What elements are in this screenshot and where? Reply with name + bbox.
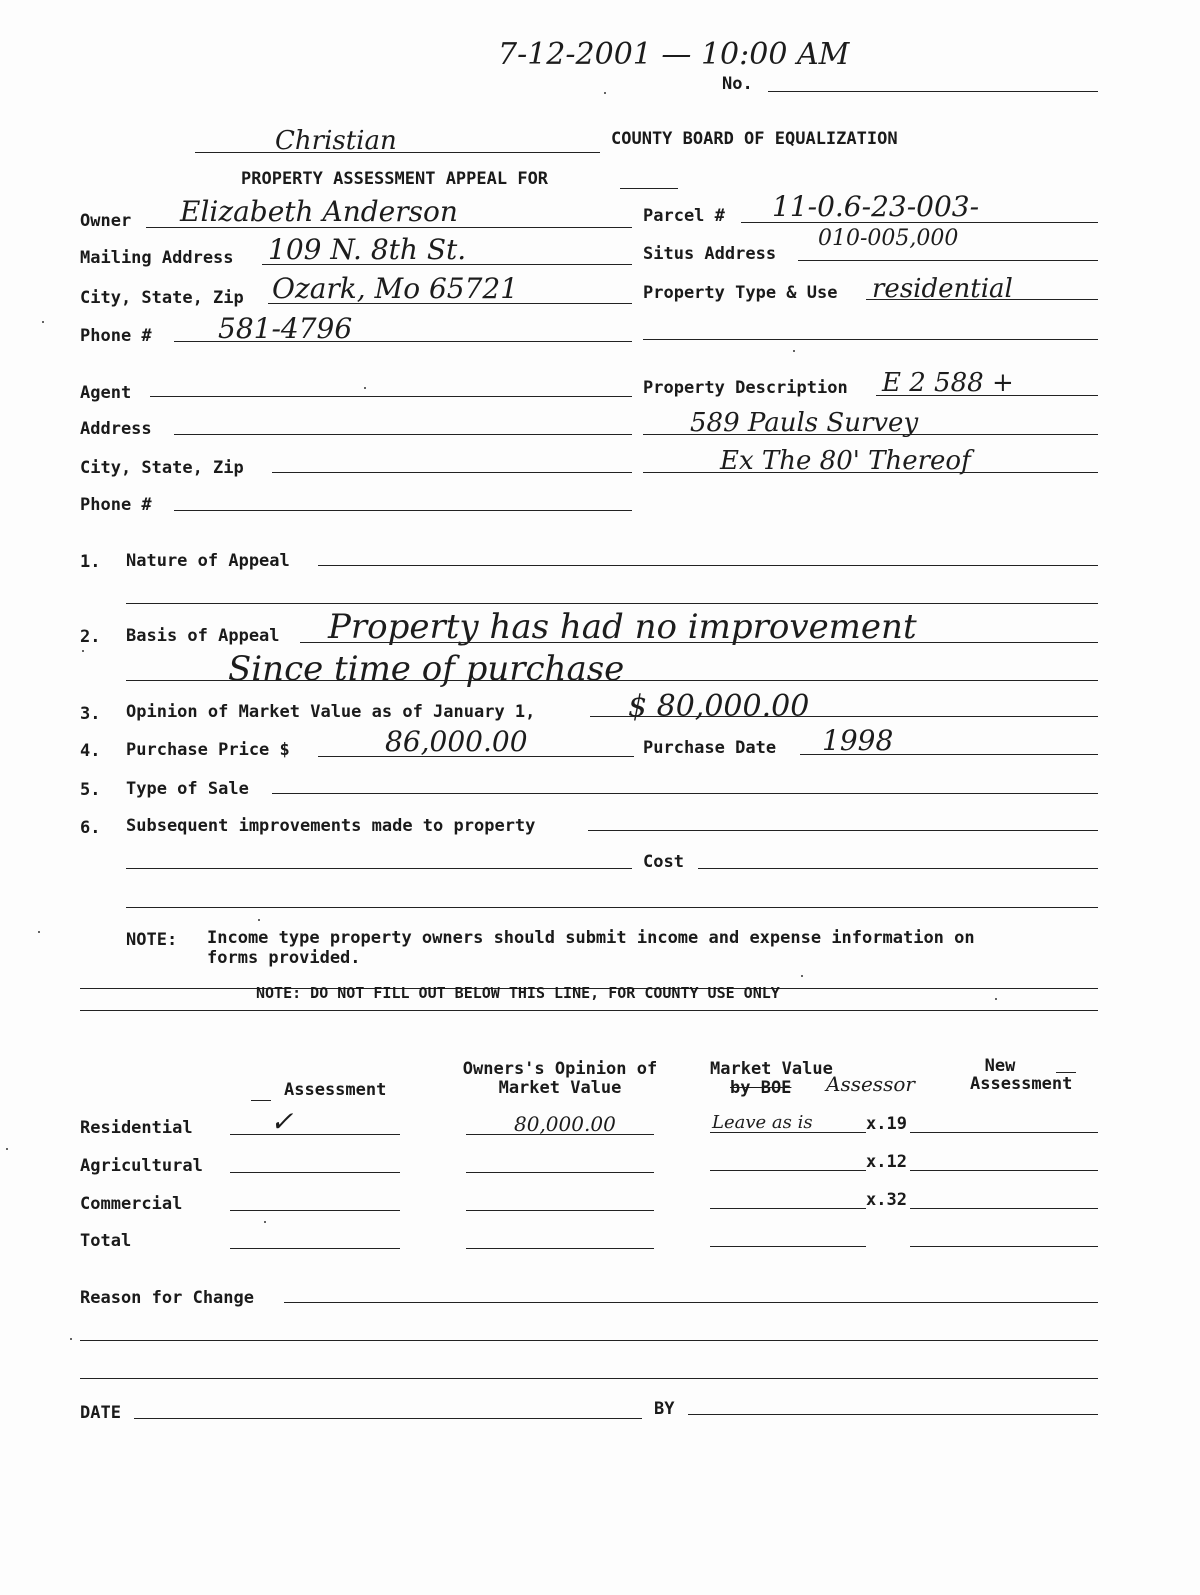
purchase-date-label: Purchase Date [643,738,777,758]
property-description-line-3: Ex The 80' Thereof [720,446,971,476]
q1-number: 1. [80,552,101,572]
parcel-extra-line [643,339,1098,340]
parcel-line [741,222,1098,223]
owner-phone-value: 581-4796 [218,312,353,345]
col-market-value: Market Value [710,1059,833,1079]
row-residential-assessment-line [230,1134,400,1135]
note-rule-bottom [80,1010,1098,1011]
county-name: Christian [275,126,397,156]
property-description-rule-3 [643,472,1098,473]
agent-address-label: Address [80,419,152,439]
row-residential-label: Residential [80,1118,193,1138]
no-label: No. [722,74,753,94]
opinion-market-value-label: Opinion of Market Value as of January 1, [126,702,536,722]
q5-number: 5. [80,780,101,800]
county-use-only-note: NOTE: DO NOT FILL OUT BELOW THIS LINE, FOR COUNTY USE ONLY [256,984,780,1002]
parcel-label: Parcel # [643,206,725,226]
scan-speck [801,975,803,977]
reason-for-change-label: Reason for Change [80,1288,254,1308]
scan-speck [258,919,260,921]
note-line-1: Income type property owners should submit income and expense information on [207,928,975,948]
property-description-rule-1 [876,395,1098,396]
scan-speck [604,92,606,94]
opinion-market-value-line [590,716,1098,717]
purchase-date-line [800,754,1098,755]
property-type-line [866,299,1098,300]
basis-of-appeal-line [300,642,1098,643]
assessment-check-line [251,1100,271,1101]
type-of-sale-label: Type of Sale [126,779,249,799]
agent-address-line [174,434,632,435]
basis-of-appeal-value-1: Property has had no improvement [328,607,917,647]
owner-value: Elizabeth Anderson [180,195,458,228]
agent-city-label: City, State, Zip [80,458,244,478]
reason-for-change-line-3 [80,1378,1098,1379]
owner-label: Owner [80,211,132,231]
col-new-2: Assessment [970,1074,1073,1094]
scan-speck [364,387,366,389]
cost-label: Cost [643,852,684,872]
row-residential-market-value: Leave as is [712,1112,813,1133]
col-owner-opinion-1: Owners's Opinion of [462,1059,658,1079]
property-type-label: Property Type & Use [643,283,838,303]
purchase-price-value: 86,000.00 [385,725,528,758]
property-description-label: Property Description [643,378,848,398]
row-residential-owner-line [466,1134,654,1135]
row-agricultural-assessment-line [230,1172,400,1173]
basis-of-appeal-value-2: Since time of purchase [228,649,625,689]
property-description-line-2: 589 Pauls Survey [690,408,919,438]
county-line [195,152,600,153]
note-line-2: forms provided. [207,948,361,968]
purchase-price-line [318,756,634,757]
improvements-line-3 [126,907,1098,908]
agent-phone-line [174,510,632,511]
scan-speck [82,650,84,652]
row-residential-new-line [910,1132,1098,1133]
appeal-for-line [620,188,678,189]
row-agricultural-market-line [710,1170,866,1171]
row-residential-factor: x.19 [866,1114,907,1134]
situs-address-line [798,260,1098,261]
row-commercial-assessment-line [230,1210,400,1211]
reason-for-change-line-2 [80,1340,1098,1341]
mailing-address-line [262,264,632,265]
row-agricultural-factor: x.12 [866,1152,907,1172]
owner-city-line [268,303,632,304]
note-label: NOTE: [126,930,178,950]
basis-of-appeal-line-2 [126,680,1098,681]
opinion-market-value-value: $ 80,000.00 [628,689,810,724]
q4-number: 4. [80,741,101,761]
situs-address-label: Situs Address [643,244,777,264]
basis-of-appeal-label: Basis of Appeal [126,626,280,646]
date-line [134,1418,642,1419]
q3-number: 3. [80,704,101,724]
scan-speck [995,998,997,1000]
mailing-address-value: 109 N. 8th St. [268,233,467,266]
type-of-sale-line [272,793,1098,794]
by-label: BY [654,1399,675,1419]
owner-city-label: City, State, Zip [80,288,244,308]
row-commercial-label: Commercial [80,1194,183,1214]
scan-speck [6,1148,8,1150]
cost-line [698,868,1098,869]
row-commercial-market-line [710,1208,866,1209]
scan-speck [38,931,40,933]
parcel-value: 11-0.6-23-003- [772,190,980,223]
scan-speck [42,321,44,323]
county-board-label: COUNTY BOARD OF EQUALIZATION [611,129,898,149]
purchase-price-label: Purchase Price $ [126,740,290,760]
row-residential-owner-opinion: 80,000.00 [514,1112,616,1136]
scan-speck [70,1338,72,1340]
owner-line [146,227,632,228]
owner-city-value: Ozark, Mo 65721 [272,272,519,305]
property-description-line-1: E 2 588 + [882,368,1014,398]
col-new-1: New [984,1056,1016,1076]
row-total-label: Total [80,1231,132,1251]
situs-address-value: 010-005,000 [818,226,959,251]
purchase-date-value: 1998 [822,724,894,757]
handwritten-date: 7-12-2001 — 10:00 AM [498,37,850,72]
by-line [688,1414,1098,1415]
subsequent-improvements-line [588,830,1098,831]
agent-city-line [272,472,632,473]
row-agricultural-label: Agricultural [80,1156,203,1176]
row-commercial-new-line [910,1208,1098,1209]
row-commercial-owner-line [466,1210,654,1211]
row-residential-assessment: ✓ [270,1105,294,1138]
row-agricultural-new-line [910,1170,1098,1171]
col-by-boe: by BOE [730,1078,792,1098]
no-line [768,91,1098,92]
row-total-new-line [910,1246,1098,1247]
subsequent-improvements-line-2 [126,868,632,869]
agent-label: Agent [80,383,132,403]
nature-of-appeal-label: Nature of Appeal [126,551,290,571]
col-assessor: Assessor [826,1072,915,1096]
row-total-owner-line [466,1248,654,1249]
owner-phone-line [174,341,632,342]
nature-of-appeal-line-2 [126,603,1098,604]
new-check-line [1056,1072,1076,1073]
scan-speck [793,350,795,352]
row-total-assessment-line [230,1248,400,1249]
property-type-value: residential [872,274,1013,304]
scan-speck [264,1221,266,1223]
property-description-rule-2 [643,434,1098,435]
row-agricultural-owner-line [466,1172,654,1173]
col-owner-opinion-2: Market Value [498,1078,622,1098]
col-assessment: Assessment [284,1080,387,1100]
date-label: DATE [80,1403,121,1423]
agent-phone-label: Phone # [80,495,152,515]
q6-number: 6. [80,818,101,838]
row-residential-market-line [710,1132,866,1133]
row-commercial-factor: x.32 [866,1190,907,1210]
agent-line [150,396,632,397]
reason-for-change-line [284,1302,1098,1303]
q2-number: 2. [80,627,101,647]
mailing-address-label: Mailing Address [80,248,234,268]
nature-of-appeal-line [318,565,1098,566]
appeal-for-label: PROPERTY ASSESSMENT APPEAL FOR [241,169,549,189]
subsequent-improvements-label: Subsequent improvements made to property [126,816,536,836]
row-total-market-line [710,1246,866,1247]
owner-phone-label: Phone # [80,326,152,346]
